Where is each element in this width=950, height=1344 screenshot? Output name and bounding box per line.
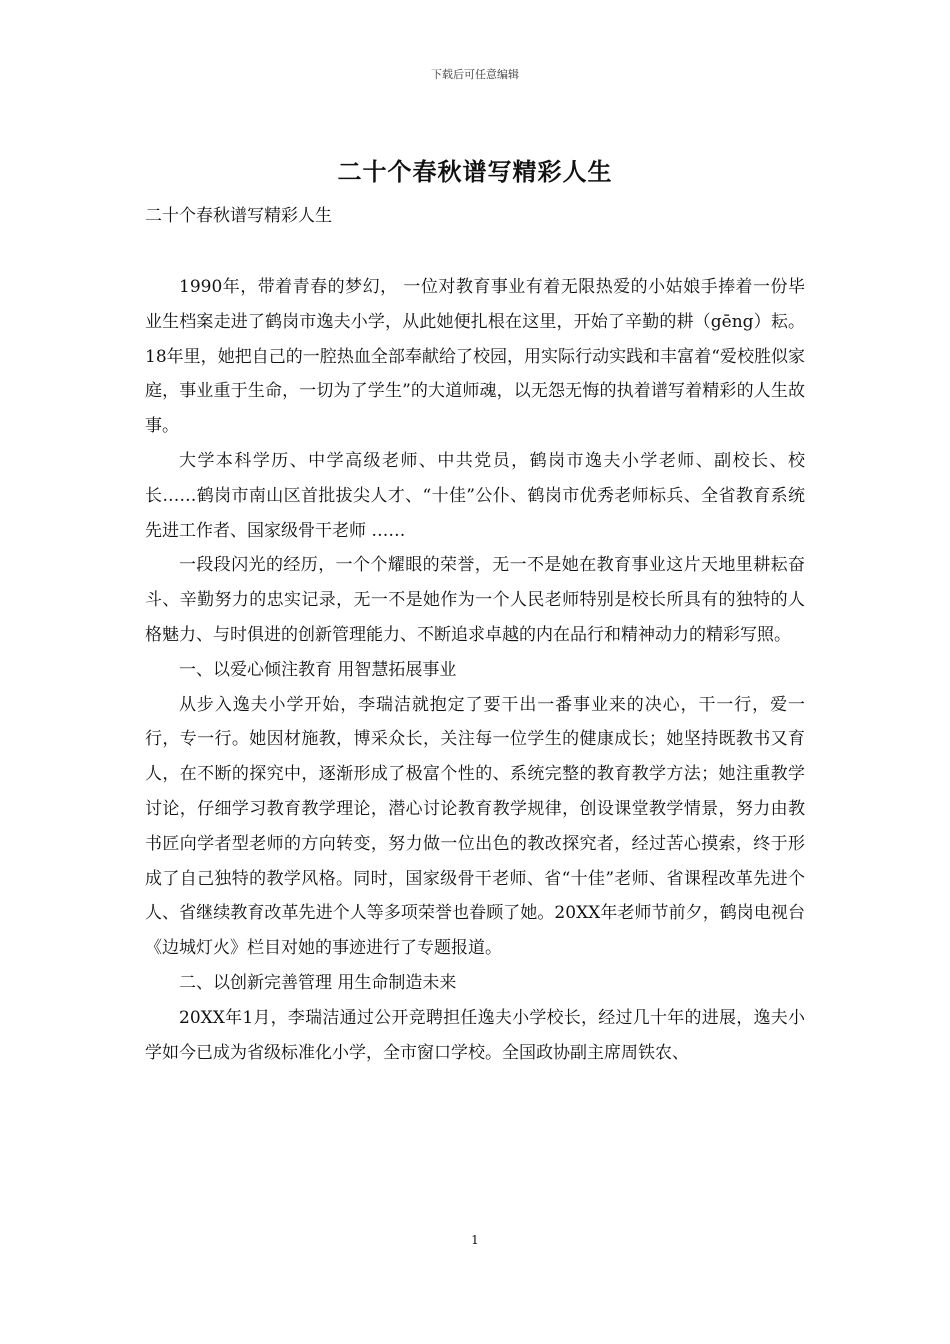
paragraph-section-2: 20XX年1月，李瑞洁通过公开竞聘担任逸夫小学校长，经过几十年的进展，逸夫小学如今已成为省级标准化小学，全市窗口学校。全国政协副主席周铁农、 <box>145 1007 805 1063</box>
page-number: 1 <box>471 1233 479 1247</box>
paragraph-honors: 一段段闪光的经历，一个个耀眼的荣誉，无一不是她在教育事业这片天地里耕耘奋斗、辛勤努力的忠实记录，无一不是她作为一个人民老师特别是校长所具有的独特的人格魅力、与时俱进的创新管理能力、不断追求卓越的内在品行和精神动力的精彩写照。 <box>145 555 805 645</box>
document-title: 二十个春秋谱写精彩人生 <box>337 157 613 186</box>
page-header-note: 下载后可任意编辑 <box>431 68 519 81</box>
document-body <box>145 270 805 1070</box>
section-heading-1: 一、以爱心倾注教育 用智慧拓展事业 <box>179 659 457 680</box>
document-subtitle: 二十个春秋谱写精彩人生 <box>145 206 332 226</box>
paragraph-titles: 大学本科学历、中学高级老师、中共党员，鹤岗市逸夫小学老师、副校长、校长……鹤岗市南山区首批拔尖人才、“十佳”公仆、鹤岗市优秀老师标兵、全省教育系统先进工作者、国家级骨干老师 …… <box>145 450 805 541</box>
paragraph-section-1: 从步入逸夫小学开始，李瑞洁就抱定了要干出一番事业来的决心，干一行，爱一行，专一行。她因材施教，博采众长，关注每一位学生的健康成长；她坚持既教书又育人，在不断的探究中，逐渐形成了极富个性的、系统完整的教育教学方法；她注重教学讨论，仔细学习教育教学理论，潜心讨论教育教学规律，创设课堂教学情景，努力由教书匠向学者型老师的方向转变，努力做一位出色的教改探究者，经过苦心摸索，终于形成了自己独特的教学风格。同时，国家级骨干老师、省“十佳”老师、省课程改革先进个人、省继续教育改革先进个人等多项荣誉也眷顾了她。20XX年老师节前夕，鹤岗电视台《边城灯火》栏目对她的事迹进行了专题报道。 <box>145 694 805 959</box>
paragraph-intro: 1990年，带着青春的梦幻， 一位对教育事业有着无限热爱的小姑娘手捧着一份毕业生档案走进了鹤岗市逸夫小学，从此她便扎根在这里，开始了辛勤的耕（gēng）耘。18年里，她把自己的一腔热血全部奉献给了校园，用实际行动实践和丰富着“爱校胜似家庭，事业重于生命，一切为了学生”的大道师魂，以无怨无悔的执着谱写着精彩的人生故事。 <box>145 277 805 437</box>
section-heading-2: 二、以创新完善管理 用生命制造未来 <box>179 972 457 993</box>
